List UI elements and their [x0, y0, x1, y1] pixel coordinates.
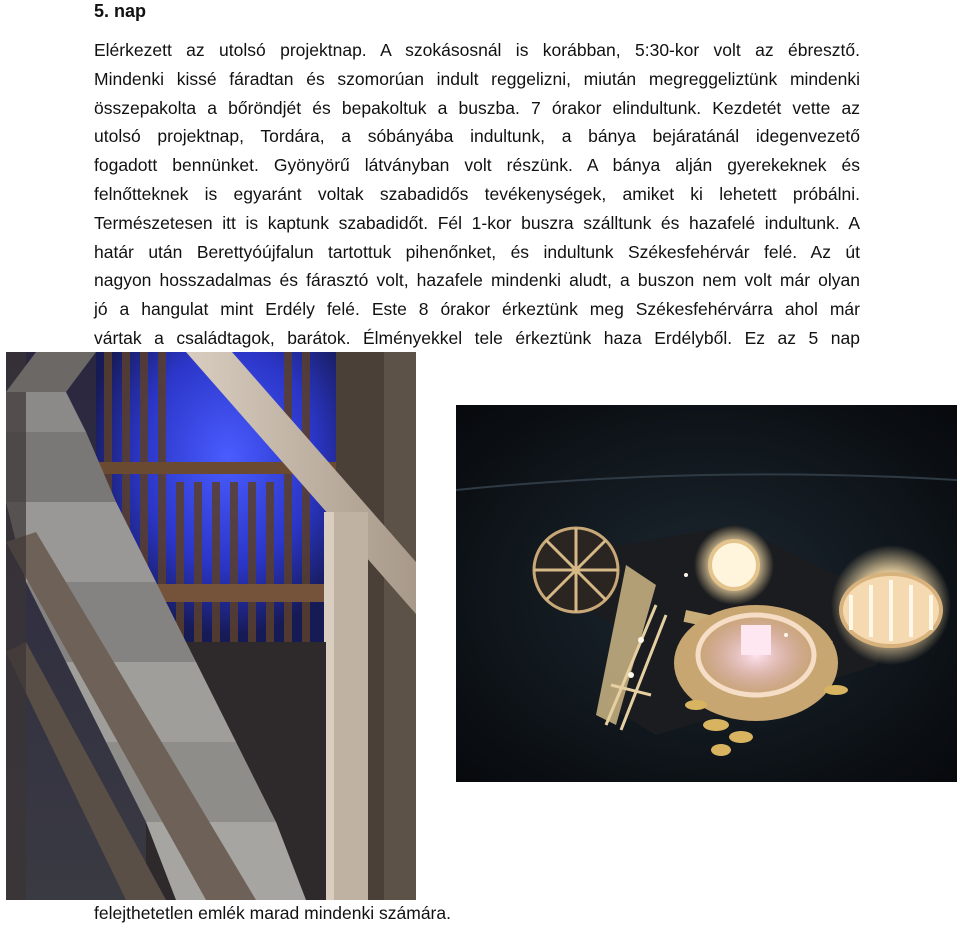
- salt-mine-staircase-photo: [6, 352, 416, 900]
- salt-mine-image: [456, 405, 957, 782]
- day-heading: 5. nap: [94, 1, 147, 21]
- salt-mine-attractions-photo: [456, 405, 957, 782]
- paragraph-line: vártak a családtagok, barátok. Élményekkel tele érkeztünk haza Erdélyből. Ez az 5 nap: [94, 327, 860, 348]
- paragraph-line: fogadott bennünket. Gyönyörű látványban volt részünk. A bánya alján gyerekeknek és: [94, 155, 860, 176]
- paragraph-line: felnőtteknek is egyaránt voltak szabadidős tevékenységek, amiket ki lehetett próbálni.: [94, 183, 860, 204]
- paragraph-line: határ után Berettyóújfalun tartottuk pihenőnket, és indultunk Székesfehérvár felé. Az út: [94, 241, 860, 262]
- closing-line: felejthetetlen emlék marad mindenki számára.: [94, 903, 451, 923]
- day-description-paragraph: [94, 36, 860, 353]
- paragraph-line: Mindenki kissé fáradtan és szomorúan indult reggelizni, miután megreggeliztünk mindenki: [94, 68, 860, 89]
- staircase-image: [6, 352, 416, 900]
- paragraph-line: Elérkezett az utolsó projektnap. A szokásosnál is korábban, 5:30-kor volt az ébresztő.: [94, 40, 860, 60]
- paragraph-line: összepakolta a bőröndjét és bepakoltuk a buszba. 7 órakor elindultunk. Kezdetét vette az: [94, 97, 860, 118]
- paragraph-line: utolsó projektnap, Tordára, a sóbányába indultunk, a bánya bejáratánál idegenvezető: [94, 126, 860, 147]
- paragraph-line: Természetesen itt is kaptunk szabadidőt. Fél 1-kor buszra szálltunk és hazafelé indultunk. A: [94, 212, 860, 233]
- paragraph-line: nagyon hosszadalmas és fárasztó volt, hazafele mindenki aludt, a buszon nem volt már olyan: [94, 270, 860, 291]
- paragraph-line: jó a hangulat mint Erdély felé. Este 8 órakor érkeztünk meg Székesfehérvárra ahol már: [94, 299, 860, 320]
